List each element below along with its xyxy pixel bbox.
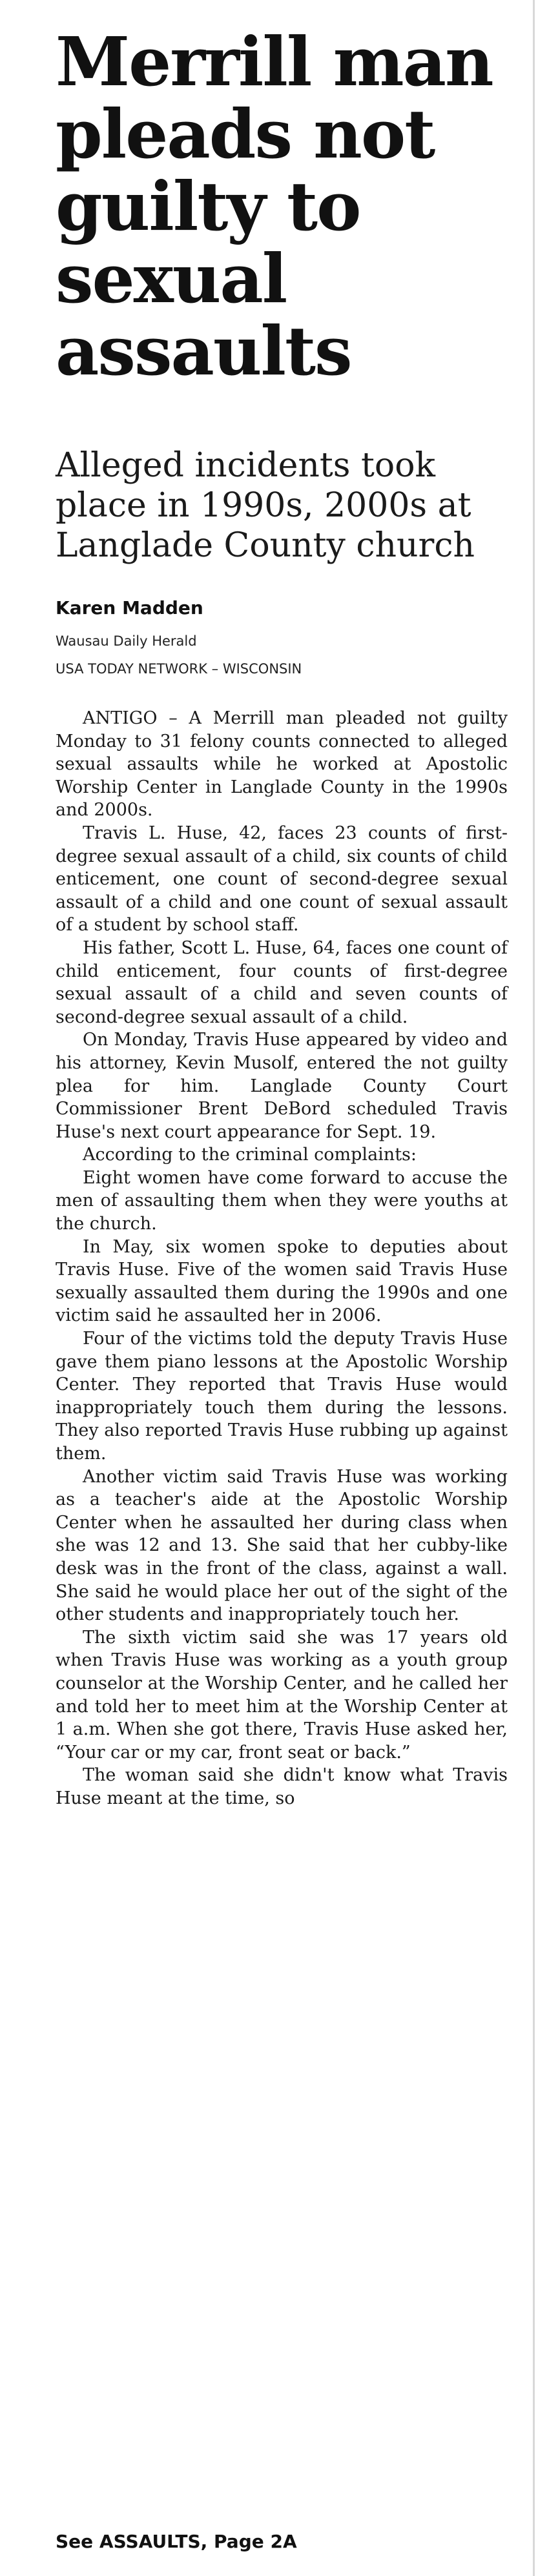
paragraph: The woman said she didn't know what Travis Huse meant at the time, so xyxy=(56,1765,508,1808)
paragraph: On Monday, Travis Huse appeared by video and his attorney, Kevin Musolf, entered the not guilty plea for him. Langlade County Court Commissioner Brent DeBord scheduled Travis Huse's next court appearance for Sept. 19. xyxy=(56,1030,508,1142)
paragraph: His father, Scott L. Huse, 64, faces one count of child enticement, four counts of first-degree sexual assault of a child and seven counts of second-degree sexual assault of a child. xyxy=(56,937,508,1027)
publication-name: Wausau Daily Herald xyxy=(56,633,197,649)
paragraph: Travis L. Huse, 42, faces 23 counts of first-degree sexual assault of a child, six counts of child enticement, one count of second-degree sexual assault of a child and one count of sexual assault of a student by school staff. xyxy=(56,823,508,935)
subheadline: Alleged incidents took place in 1990s, 2000s at Langlade County church xyxy=(56,446,475,565)
network-name: USA TODAY NETWORK – WISCONSIN xyxy=(56,661,302,677)
column-rule xyxy=(533,0,535,2576)
paragraph: Four of the victims told the deputy Travis Huse gave them piano lessons at the Apostolic Worship Center. They reported that Travis Huse would inappropriately touch them during the lessons. They also reported Travis Huse rubbing up against them. xyxy=(56,1329,508,1464)
byline: Karen Madden xyxy=(56,597,203,618)
paragraph: ANTIGO – A Merrill man pleaded not guilty Monday to 31 felony counts connected to alleged sexual assaults while he worked at Apostolic Worship Center in Langlade County in the 1990s and 2000s. xyxy=(56,708,508,821)
paragraph: Another victim said Travis Huse was working as a teacher's aide at the Apostolic Worship Center when he assaulted her during class when she was 12 and 13. She said that her cubby-like desk was in the front of the class, against a wall. She said he would place her out of the sight of the other students and inappropriately touch her. xyxy=(56,1466,508,1625)
paragraph: Eight women have come forward to accuse the men of assaulting them when they were youths at the church. xyxy=(56,1167,508,1234)
paragraph: The sixth victim said she was 17 years old when Travis Huse was working as a youth group counselor at the Worship Center, and he called her and told her to meet him at the Worship Center at 1 a.m. When she got there, Travis Huse asked her, “Your car or my car, front seat or back.” xyxy=(56,1627,508,1763)
paragraph: According to the criminal complaints: xyxy=(83,1145,417,1165)
headline: Merrill man pleads not guilty to sexual assaults xyxy=(56,22,493,391)
paragraph: In May, six women spoke to deputies about Travis Huse. Five of the women said Travis Huse sexually assaulted them during the 1990s and one victim said he assaulted her in 2006. xyxy=(56,1236,508,1326)
continuation-link[interactable]: See ASSAULTS, Page 2A xyxy=(56,2531,297,2552)
article-body xyxy=(56,707,508,1810)
